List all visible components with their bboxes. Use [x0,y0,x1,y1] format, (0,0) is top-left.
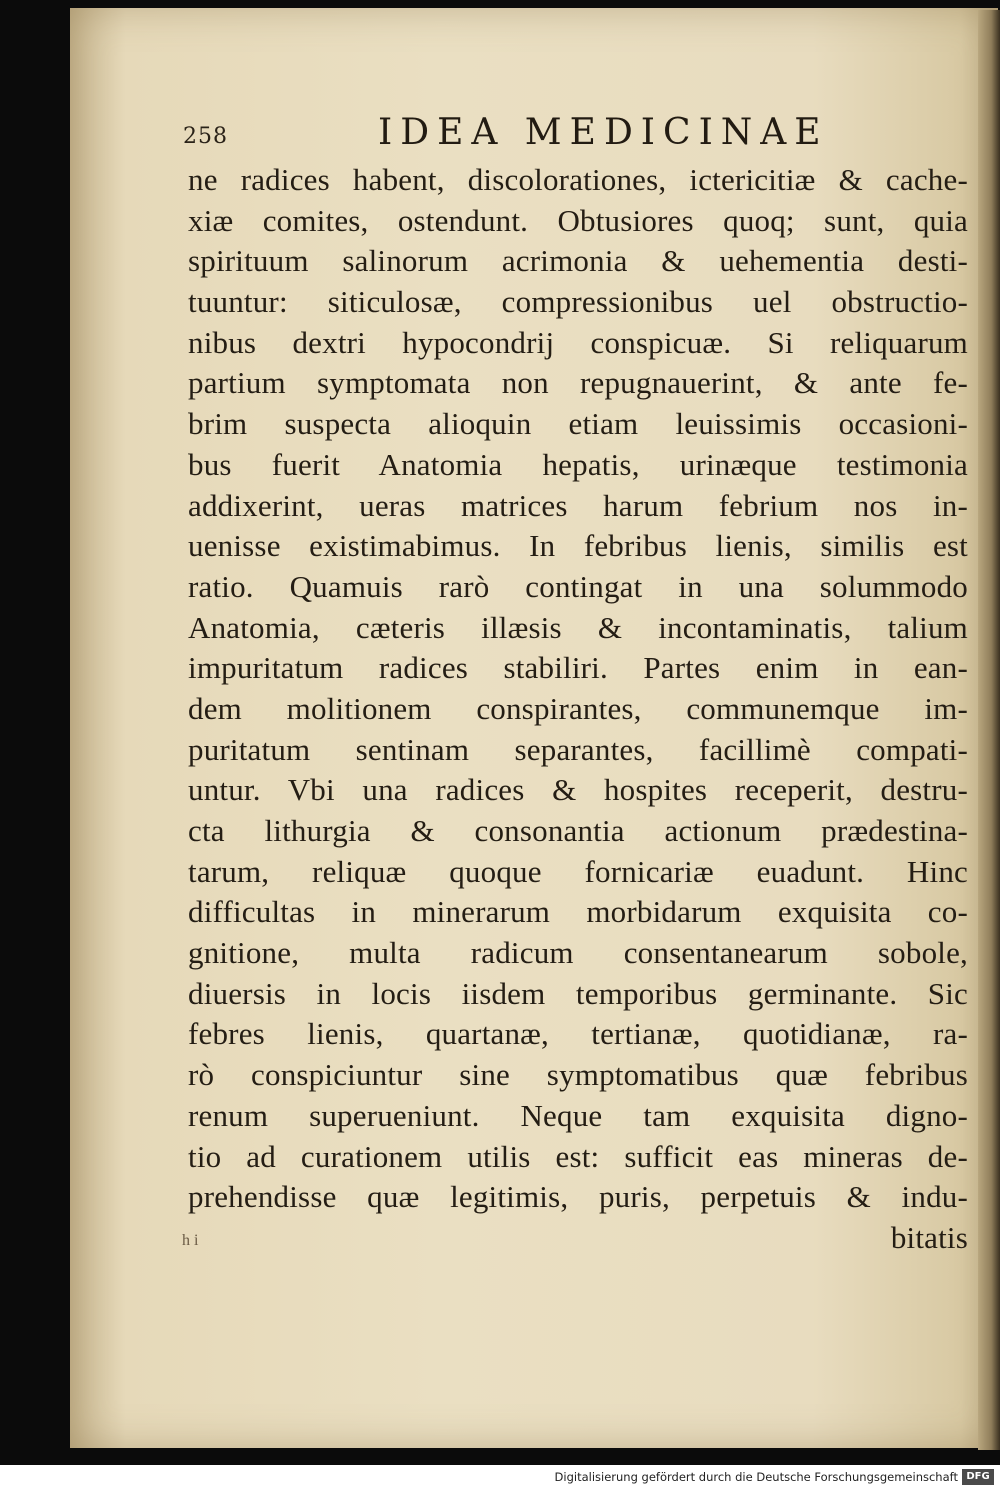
text-line: partium symptomata non repugnauerint, & ante fe- [188,365,968,401]
body-text [188,160,968,1259]
text-line: tuuntur: siticulosæ, compressionibus uel obstructio- [188,284,968,320]
text-line: addixerint, ueras matrices harum febrium nos in- [188,487,968,523]
text-line: difficultas in minerarum morbidarum exquisita co- [188,894,968,930]
text-line: bus fuerit Anatomia hepatis, urinæque testimonia [188,446,968,482]
text-line: rò conspiciuntur sine symptomatibus quæ febribus [188,1057,968,1093]
text-line: brim suspecta alioquin etiam leuissimis occasioni- [188,406,968,442]
text-line: ratio. Quamuis rarò contingat in una solummodo [188,568,968,604]
running-title: IDEA MEDICINAE [378,112,829,153]
page-header [183,112,963,162]
text-line: tarum, reliquæ quoque fornicariæ euadunt. Hinc [188,853,968,889]
catchword: bitatis [890,1219,968,1255]
text-line: puritatum sentinam separantes, facillimè compati- [188,731,968,767]
text-line: uenisse existimabimus. In febribus lienis, similis est [188,528,968,564]
text-line: diuersis in locis iisdem temporibus germinante. Sic [188,975,968,1011]
text-line: cta lithurgia & consonantia actionum prædestina- [188,813,968,848]
dfg-logo: DFG [962,1469,994,1485]
text-line: nibus dextri hypocondrij conspicuæ. Si reliquarum [188,324,968,360]
text-line: spirituum salinorum acrimonia & uehementia desti- [188,243,968,279]
text-line: dem molitionem conspirantes, communemque im- [188,690,968,726]
text-line: tio ad curationem utilis est: sufficit eas mineras de- [188,1138,968,1174]
text-line: prehendisse quæ legitimis, puris, perpetuis & indu- [188,1179,968,1215]
page-edge [978,10,1000,1450]
text-line: impuritatum radices stabiliri. Partes enim in ean- [188,650,968,686]
text-line: febres lienis, quartanæ, tertianæ, quotidianæ, ra- [188,1016,968,1052]
text-line: xiæ comites, ostendunt. Obtusiores quoq; sunt, quia [188,202,968,238]
page-number: 258 [183,124,228,149]
text-line: ne radices habent, discolorationes, ictericitiæ & cache- [188,162,968,197]
text-line: untur. Vbi una radices & hospites receperit, destru- [188,772,968,808]
funding-credit: Digitalisierung gefördert durch die Deutsche Forschungsgemeinschaft [554,1470,958,1484]
signature-marks: h i [182,1232,199,1249]
text-line: renum superueniunt. Neque tam exquisita digno- [188,1097,968,1133]
text-line: Anatomia, cæteris illæsis & incontaminatis, talium [188,609,968,645]
text-line: gnitione, multa radicum consentanearum sobole, [188,935,968,971]
footer-bar [0,1465,1000,1490]
